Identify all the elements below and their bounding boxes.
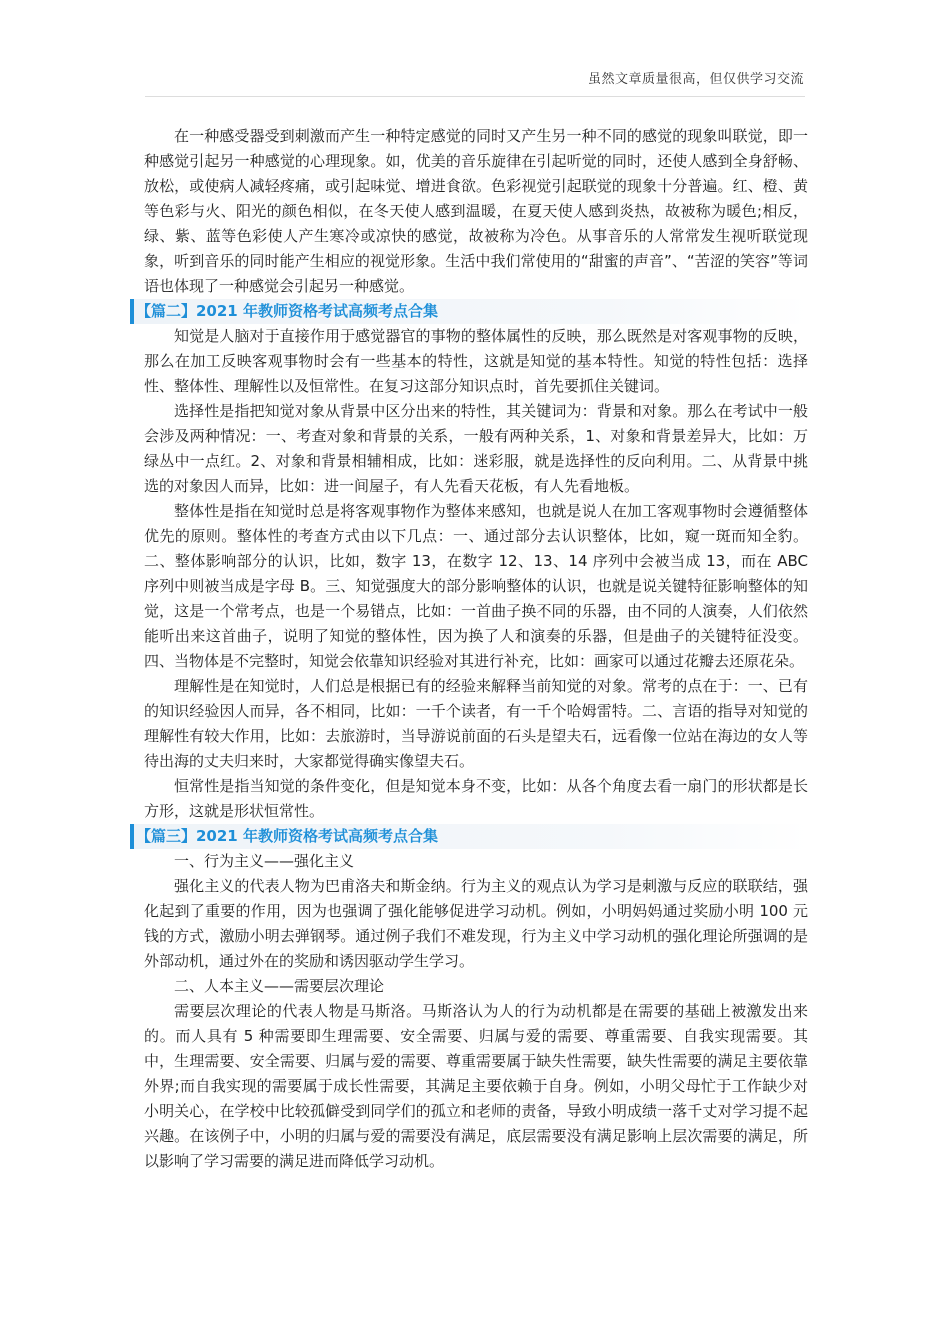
- header-note: 虽然文章质量很高，但仅供学习交流: [587, 72, 804, 87]
- section-heading-text: 【篇三】2021 年教师资格考试高频考点合集: [136, 827, 438, 845]
- paragraph: 知觉是人脑对于直接作用于感觉器官的事物的整体属性的反映，那么既然是对客观事物的反映，那么在加工反映客观事物时会有一些基本的特性，这就是知觉的基本特性。知觉的特性包括：选择性、整体性、理解性以及恒常性。在复习这部分知识点时，首先要抓住关键词。: [144, 327, 808, 395]
- paragraph: 选择性是指把知觉对象从背景中区分出来的特性，其关键词为：背景和对象。那么在考试中一般会涉及两种情况：一、考查对象和背景的关系，一般有两种关系，1、对象和背景差异大，比如：万绿丛中一点红。2、对象和背景相辅相成，比如：迷彩服，就是选择性的反向利用。二、从背景中挑选的对象因人而异，比如：进一间屋子，有人先看天花板，有人先看地板。: [144, 402, 808, 495]
- section-heading-2: [130, 299, 808, 324]
- paragraph: 恒常性是指当知觉的条件变化，但是知觉本身不变，比如：从各个角度去看一扇门的形状都是长方形，这就是形状恒常性。: [144, 777, 808, 820]
- subheading-paragraph: 二、人本主义——需要层次理论: [174, 977, 385, 995]
- paragraph: 强化主义的代表人物为巴甫洛夫和斯金纳。行为主义的观点认为学习是刺激与反应的联联结，强化起到了重要的作用，因为也强调了强化能够促进学习动机。例如，小明妈妈通过奖励小明 100 元钱的方式，激励小明去弹钢琴。通过例子我们不难发现，行为主义中学习动机的强化理论所强调的是外部动机，通过外在的奖励和诱因驱动学生学习。: [144, 877, 808, 970]
- section-heading-text: 【篇二】2021 年教师资格考试高频考点合集: [136, 302, 438, 320]
- paragraph: 需要层次理论的代表人物是马斯洛。马斯洛认为人的行为动机都是在需要的基础上被激发出来的。而人具有 5 种需要即生理需要、安全需要、归属与爱的需要、尊重需要、自我实现需要。其中，生理需要、安全需要、归属与爱的需要、尊重需要属于缺失性需要，缺失性需要的满足主要依靠外界;而自我实现的需要属于成长性需要，其满足主要依赖于自身。例如，小明父母忙于工作缺少对小明关心，在学校中比较孤僻受到同学们的孤立和老师的责备，导致小明成绩一落千丈对学习提不起兴趣。在该例子中，小明的归属与爱的需要没有满足，底层需要没有满足影响上层次需要的满足，所以影响了学习需要的满足进而降低学习动机。: [144, 1002, 808, 1170]
- section-heading-3: [130, 824, 808, 849]
- paragraph: 理解性是在知觉时，人们总是根据已有的经验来解释当前知觉的对象。常考的点在于：一、已有的知识经验因人而异，各不相同，比如：一千个读者，有一千个哈姆雷特。二、言语的指导对知觉的理解性有较大作用，比如：去旅游时，当导游说前面的石头是望夫石，远看像一位站在海边的女人等待出海的丈夫归来时，大家都觉得确实像望夫石。: [144, 677, 808, 770]
- header-divider: [145, 96, 805, 97]
- paragraph: 在一种感受器受到刺激而产生一种特定感觉的同时又产生另一种不同的感觉的现象叫联觉，即一种感觉引起另一种感觉的心理现象。如，优美的音乐旋律在引起听觉的同时，还使人感到全身舒畅、放松，或使病人减轻疼痛，或引起味觉、增进食欲。色彩视觉引起联觉的现象十分普遍。红、橙、黄等色彩与火、阳光的颜色相似，在冬天使人感到温暖，在夏天使人感到炎热，故被称为暖色;相反，绿、紫、蓝等色彩使人产生寒冷或凉快的感觉，故被称为冷色。从事音乐的人常常发生视听联觉现象，听到音乐的同时能产生相应的视觉形象。生活中我们常使用的“甜蜜的声音”、“苦涩的笑容”等词语也体现了一种感觉会引起另一种感觉。: [144, 127, 808, 295]
- document-body: [136, 124, 808, 1174]
- paragraph: 整体性是指在知觉时总是将客观事物作为整体来感知，也就是说人在加工客观事物时会遵循整体优先的原则。整体性的考查方式由以下几点：一、通过部分去认识整体，比如，窥一斑而知全豹。二、整体影响部分的认识，比如，数字 13，在数字 12、13、14 序列中会被当成 13，而在 ABC 序列中则被当成是字母 B。三、知觉强度大的部分影响整体的认识，也就是说关键特征影响整体的知觉，这是一个常考点，也是一个易错点，比如：一首曲子换不同的乐器，由不同的人演奏，人们依然能听出来这首曲子，说明了知觉的整体性，因为换了人和演奏的乐器，但是曲子的关键特征没变。四、当物体是不完整时，知觉会依靠知识经验对其进行补充，比如：画家可以通过花瓣去还原花朵。: [144, 502, 808, 670]
- subheading-paragraph: 一、行为主义——强化主义: [174, 852, 355, 870]
